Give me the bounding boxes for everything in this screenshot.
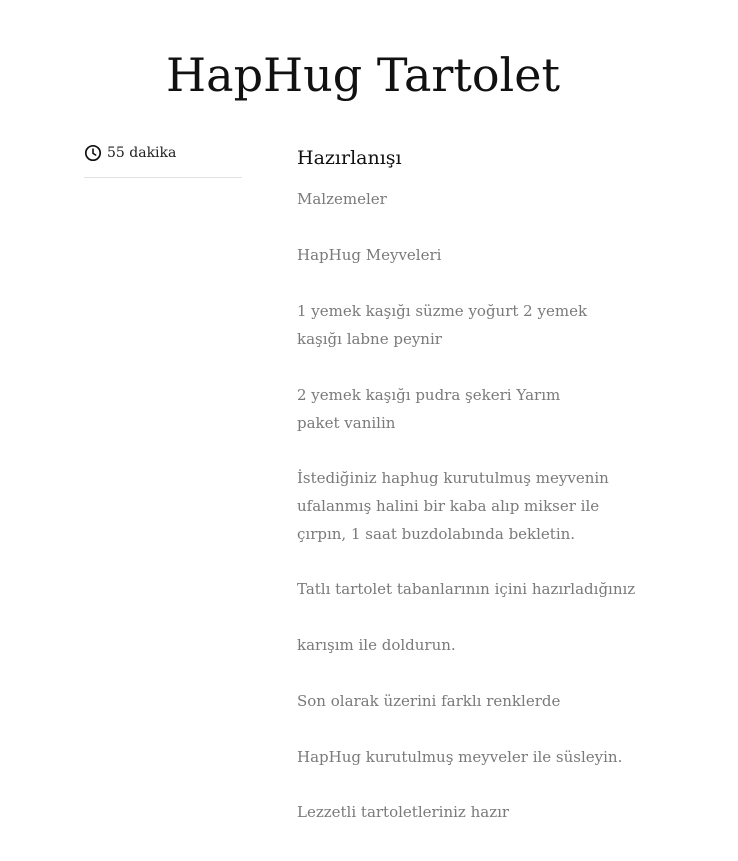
recipe-paragraph: Malzemeler bbox=[297, 190, 387, 208]
page-title: HapHug Tartolet bbox=[166, 48, 560, 102]
clock-icon bbox=[84, 144, 102, 162]
recipe-paragraph: Lezzetli tartoletleriniz hazır bbox=[297, 803, 510, 821]
recipe-paragraph: karışım ile doldurun. bbox=[297, 636, 456, 654]
recipe-content bbox=[297, 143, 657, 821]
recipe-meta-sidebar bbox=[84, 143, 242, 178]
recipe-paragraph: Son olarak üzerini farklı renklerde bbox=[297, 692, 561, 710]
section-heading: Hazırlanışı bbox=[297, 147, 402, 169]
recipe-paragraph: 2 yemek kaşığı pudra şekeri Yarım paket vanilin bbox=[297, 386, 561, 432]
recipe-paragraph: HapHug kurutulmuş meyveler ile süsleyin. bbox=[297, 748, 623, 766]
recipe-paragraph: Tatlı tartolet tabanlarının içini hazırladığınız bbox=[297, 580, 636, 598]
recipe-paragraph: HapHug Meyveleri bbox=[297, 246, 442, 264]
recipe-paragraph: İstediğiniz haphug kurutulmuş meyvenin ufalanmış halini bir kaba alıp mikser ile çırpın, 1 saat buzdolabında bekletin. bbox=[297, 469, 609, 543]
recipe-paragraph: 1 yemek kaşığı süzme yoğurt 2 yemek kaşığı labne peynir bbox=[297, 302, 588, 348]
prep-time-value: 55 dakika bbox=[107, 145, 177, 161]
prep-time bbox=[84, 143, 242, 163]
